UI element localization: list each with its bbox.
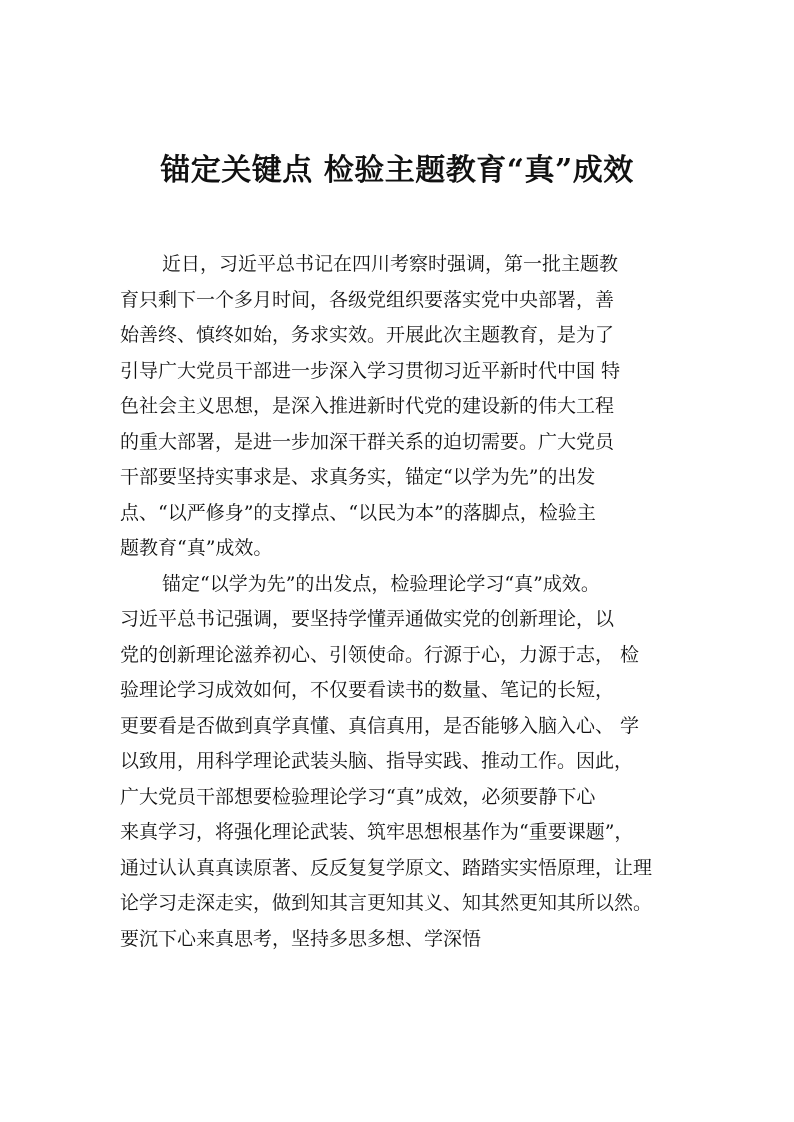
paragraph-line: 的重大部署，是进一步加深干群关系的迫切需要。广大党员 [120, 430, 615, 453]
paragraph-line: 近日，习近平总书记在四川考察时强调，第一批主题教 [162, 253, 619, 275]
paragraph-line: 引导广大党员干部进一步深入学习贯彻习近平新时代中国 特 [120, 359, 621, 382]
paragraph-line: 验理论学习成效如何，不仅要看读书的数量、笔记的长短， [120, 679, 615, 701]
paragraph-line: 广大党员干部想要检验理论学习“真”成效，必须要静下心 [120, 785, 596, 808]
paragraph-line: 来真学习，将强化理论武装、筑牢思想根基作为“重要课题”， [120, 821, 634, 843]
paragraph-line: 干部要坚持实事求是、求真务实，锚定“以学为先”的出发 [120, 466, 596, 488]
paragraph-line: 点、“以严修身”的支撑点、“以民为本”的落脚点，检验主 [120, 501, 596, 524]
paragraph-line: 色社会主义思想，是深入推进新时代党的建设新的伟大工程 [120, 395, 615, 417]
paragraph-line: 党的创新理论滋养初心、引领使命。行源于心，力源于志， 检 [120, 643, 640, 666]
paragraph-line: 锚定“以学为先”的出发点，检验理论学习“真”成效。 [162, 572, 600, 595]
paragraph-line: 通过认认真真读原著、反反复复学原文、踏踏实实悟原理，让理 [120, 856, 653, 879]
paragraph-line: 要沉下心来真思考，坚持多思多想、学深悟 [120, 927, 482, 950]
paragraph-line: 题教育“真”成效。 [120, 537, 273, 559]
document-body [120, 247, 700, 957]
paragraph-line: 育只剩下一个多月时间，各级党组织要落实党中央部署，善 [120, 288, 615, 311]
document-title: 锚定关键点 检验主题教育“真”成效 [160, 153, 634, 188]
paragraph-line: 习近平总书记强调，要坚持学懂弄通做实党的创新理论，以 [120, 608, 615, 630]
paragraph-line: 论学习走深走实，做到知其言更知其义、知其然更知其所以然。 [120, 892, 653, 914]
paragraph-line: 以致用，用科学理论武装头脑、指导实践、推动工作。因此， [120, 750, 634, 772]
paragraph-line: 始善终、慎终如始，务求实效。开展此次主题教育，是为了 [120, 324, 615, 346]
paragraph-line: 更要看是否做到真学真懂、真信真用，是否能够入脑入心、 学 [120, 714, 640, 737]
